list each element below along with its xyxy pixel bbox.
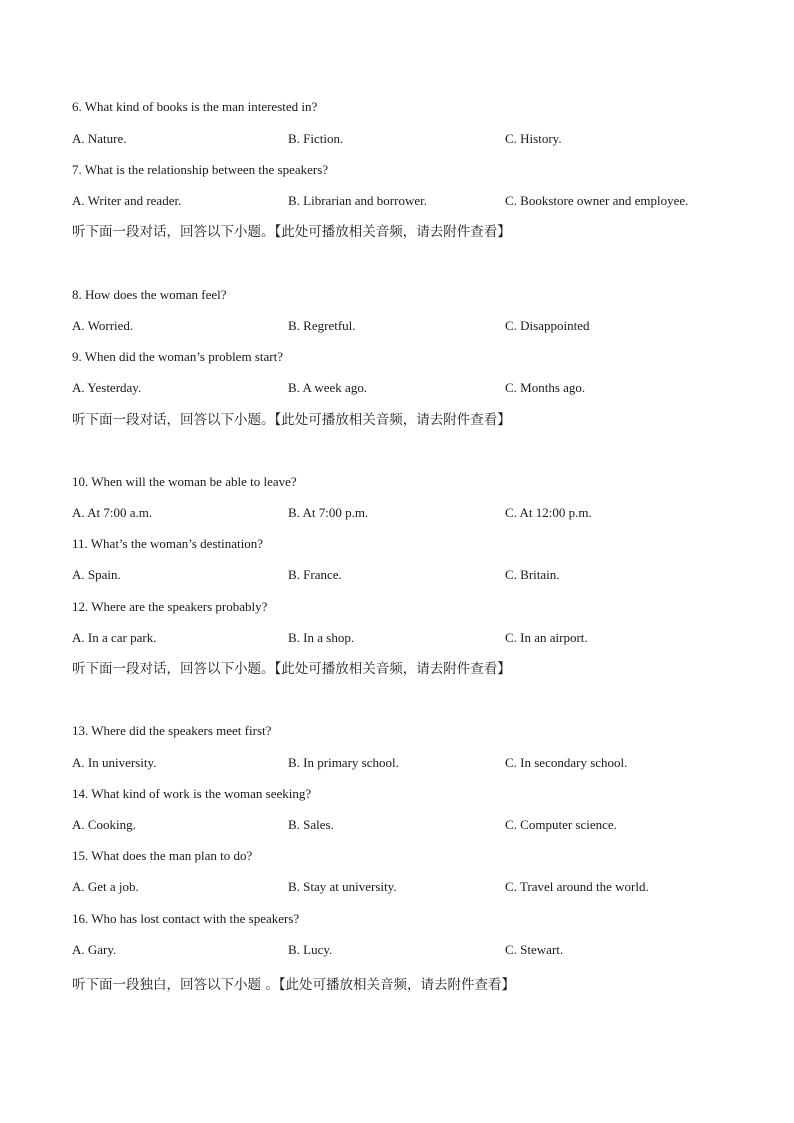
option-9-b: B. A week ago. — [288, 380, 368, 395]
option-13-a: A. In university. — [72, 755, 157, 770]
audio-notice-monologue: 听下面一段独白，回答以下小题 。【此处可播放相关音频，请去附件查看】 — [72, 977, 516, 993]
audio-notice-dialogue-3: 听下面一段对话，回答以下小题。【此处可播放相关音频，请去附件查看】 — [72, 661, 511, 677]
option-16-c: C. Stewart. — [505, 942, 564, 957]
option-15-b: B. Stay at university. — [288, 879, 397, 894]
option-11-a: A. Spain. — [72, 567, 121, 582]
question-10: 10. When will the woman be able to leave? — [72, 474, 297, 489]
question-11: 11. What’s the woman’s destination? — [72, 536, 263, 551]
question-7: 7. What is the relationship between the speakers? — [72, 162, 329, 177]
question-12: 12. Where are the speakers probably? — [72, 599, 268, 614]
option-6-c: C. History. — [505, 131, 562, 146]
option-12-b: B. In a shop. — [288, 630, 355, 645]
option-7-c: C. Bookstore owner and employee. — [505, 193, 689, 208]
option-6-a: A. Nature. — [72, 131, 127, 146]
audio-notice-dialogue-2: 听下面一段对话，回答以下小题。【此处可播放相关音频，请去附件查看】 — [72, 412, 511, 428]
option-14-b: B. Sales. — [288, 817, 334, 832]
audio-notice-dialogue-1: 听下面一段对话，回答以下小题。【此处可播放相关音频，请去附件查看】 — [72, 224, 511, 240]
option-13-b: B. In primary school. — [288, 755, 399, 770]
option-13-c: C. In secondary school. — [505, 755, 628, 770]
option-9-a: A. Yesterday. — [72, 380, 142, 395]
option-8-a: A. Worried. — [72, 318, 134, 333]
option-6-b: B. Fiction. — [288, 131, 344, 146]
question-14: 14. What kind of work is the woman seeking? — [72, 786, 312, 801]
option-10-a: A. At 7:00 a.m. — [72, 505, 153, 520]
question-6: 6. What kind of books is the man interested in? — [72, 99, 318, 114]
option-7-a: A. Writer and reader. — [72, 193, 182, 208]
option-15-c: C. Travel around the world. — [505, 879, 649, 894]
option-14-a: A. Cooking. — [72, 817, 136, 832]
option-10-b: B. At 7:00 p.m. — [288, 505, 369, 520]
option-11-b: B. France. — [288, 567, 342, 582]
option-15-a: A. Get a job. — [72, 879, 139, 894]
question-9: 9. When did the woman’s problem start? — [72, 349, 283, 364]
option-8-b: B. Regretful. — [288, 318, 356, 333]
option-7-b: B. Librarian and borrower. — [288, 193, 427, 208]
option-12-a: A. In a car park. — [72, 630, 157, 645]
option-9-c: C. Months ago. — [505, 380, 586, 395]
question-16: 16. Who has lost contact with the speakers? — [72, 911, 300, 926]
option-10-c: C. At 12:00 p.m. — [505, 505, 592, 520]
option-14-c: C. Computer science. — [505, 817, 617, 832]
question-13: 13. Where did the speakers meet first? — [72, 723, 272, 738]
question-8: 8. How does the woman feel? — [72, 287, 227, 302]
option-12-c: C. In an airport. — [505, 630, 588, 645]
option-11-c: C. Britain. — [505, 567, 560, 582]
option-16-b: B. Lucy. — [288, 942, 333, 957]
option-8-c: C. Disappointed — [505, 318, 590, 333]
question-15: 15. What does the man plan to do? — [72, 848, 253, 863]
option-16-a: A. Gary. — [72, 942, 117, 957]
